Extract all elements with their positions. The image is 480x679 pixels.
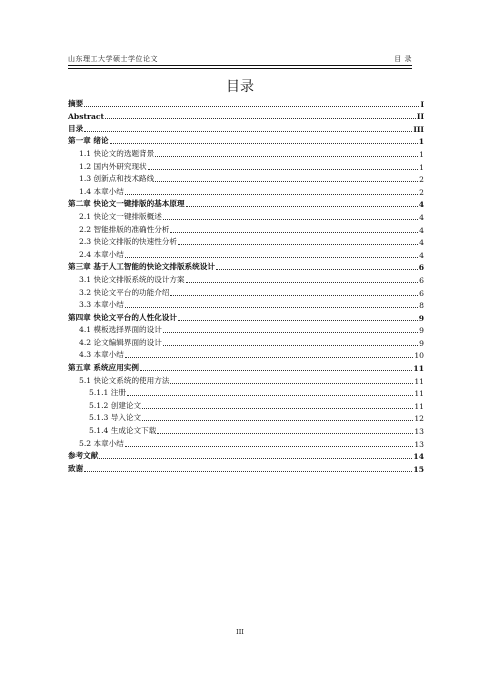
toc-dot-leader xyxy=(170,232,418,233)
header-rule-thick xyxy=(68,65,412,66)
toc-entry-label: 参考文献 xyxy=(68,451,99,461)
toc-entry-label: 4.3 本章小结 xyxy=(79,350,124,360)
toc-entry-label: 2.2 智能排版的准确性分析 xyxy=(79,224,170,234)
toc-entry-page: 1 xyxy=(419,162,424,172)
toc-entry-label: 2.3 快论文排版的快速性分析 xyxy=(79,237,178,247)
toc-entry-page: 10 xyxy=(414,351,424,361)
page-title: 目录 xyxy=(226,79,254,95)
toc-entry-page: 15 xyxy=(413,464,424,474)
toc-entry-label: 1.1 快论文的选题背景 xyxy=(79,148,155,158)
toc-entry-page: 9 xyxy=(419,338,424,348)
toc-entry-label: 第一章 绪论 xyxy=(68,136,109,146)
toc-entry[interactable] xyxy=(68,247,424,260)
toc-dot-leader xyxy=(125,257,418,258)
toc-entry[interactable] xyxy=(68,411,424,424)
toc-entry-page: 11 xyxy=(414,376,424,386)
toc-dot-leader xyxy=(163,219,418,220)
toc-entry-label: 4.2 论文编辑界面的设计 xyxy=(79,337,162,347)
toc-dot-leader xyxy=(142,420,413,421)
toc-entry[interactable] xyxy=(68,109,424,122)
toc-entry-label: 1.2 国内外研究现状 xyxy=(79,161,147,171)
toc-entry-label: 3.1 快论文排版系统的设计方案 xyxy=(79,274,185,284)
toc-entry[interactable] xyxy=(68,146,424,159)
toc-dot-leader xyxy=(170,295,418,296)
toc-entry-page: 8 xyxy=(419,301,424,311)
toc-dot-leader xyxy=(84,106,419,107)
toc-dot-leader xyxy=(170,383,413,384)
toc-entry-label: 致谢 xyxy=(68,463,84,473)
toc-entry-page: 6 xyxy=(419,275,424,285)
toc-entry-page: 12 xyxy=(414,414,424,424)
toc-entry-page: III xyxy=(413,124,424,134)
toc-dot-leader xyxy=(84,471,412,472)
toc-entry-page: I xyxy=(420,99,424,109)
toc-entry-page: 14 xyxy=(413,452,424,462)
toc-entry-label: 第三章 基于人工智能的快论文排版系统设计 xyxy=(68,262,215,272)
toc-entry-label: 目录 xyxy=(68,123,84,133)
toc-entry-page: 11 xyxy=(413,364,424,374)
toc-entry-page: II xyxy=(416,112,424,122)
toc-entry-page: 4 xyxy=(419,225,424,235)
toc-dot-leader xyxy=(157,433,413,434)
toc-entry[interactable] xyxy=(68,272,424,285)
toc-dot-leader xyxy=(178,320,418,321)
toc-entry[interactable] xyxy=(68,159,424,172)
toc-entry-label: 3.3 本章小结 xyxy=(79,300,124,310)
toc-entry[interactable] xyxy=(68,260,424,273)
toc-entry-label: 4.1 模板选择界面的设计 xyxy=(79,325,162,335)
toc-entry[interactable] xyxy=(68,172,424,185)
toc-entry[interactable] xyxy=(68,335,424,348)
toc-dot-leader xyxy=(148,169,419,170)
toc-entry-label: 1.4 本章小结 xyxy=(79,186,124,196)
toc-entry-label: 5.1.1 注册 xyxy=(89,388,126,398)
toc-entry[interactable] xyxy=(68,348,424,361)
toc-entry[interactable] xyxy=(68,134,424,147)
toc-entry[interactable] xyxy=(68,449,424,462)
toc-entry-label: 1.3 创新点和技术路线 xyxy=(79,174,155,184)
toc-entry[interactable] xyxy=(68,121,424,134)
toc-entry[interactable] xyxy=(68,373,424,386)
toc-dot-leader xyxy=(125,307,418,308)
toc-entry[interactable] xyxy=(68,209,424,222)
toc-entry-label: 5.1.4 生成论文下载 xyxy=(89,426,157,436)
toc-entry-page: 11 xyxy=(414,401,424,411)
toc-entry-page: 9 xyxy=(419,326,424,336)
toc-entry-page: 1 xyxy=(419,149,424,159)
toc-dot-leader xyxy=(127,395,413,396)
toc-dot-leader xyxy=(125,446,413,447)
toc-entry-label: 第二章 快论文一键排版的基本原理 xyxy=(68,199,185,209)
toc-entry[interactable] xyxy=(68,310,424,323)
toc-entry[interactable] xyxy=(68,298,424,311)
toc-entry[interactable] xyxy=(68,235,424,248)
toc-entry-page: 2 xyxy=(419,187,424,197)
toc-entry-page: 1 xyxy=(418,137,424,147)
toc-dot-leader xyxy=(163,332,418,333)
toc-entry-label: 2.1 快论文一键排版概述 xyxy=(79,211,162,221)
toc-entry-page: 2 xyxy=(419,175,424,185)
toc-dot-leader xyxy=(110,143,418,144)
toc-entry-page: 4 xyxy=(418,200,424,210)
toc-entry-page: 4 xyxy=(419,238,424,248)
toc-entry-page: 4 xyxy=(419,250,424,260)
toc-dot-leader xyxy=(155,181,418,182)
toc-entry-page: 11 xyxy=(414,389,424,399)
toc-entry[interactable] xyxy=(68,386,424,399)
toc-entry-page: 9 xyxy=(418,313,424,323)
toc-entry-page: 6 xyxy=(419,288,424,298)
page-number: III xyxy=(236,628,244,636)
toc-entry-page: 6 xyxy=(418,263,424,273)
toc-entry[interactable] xyxy=(68,423,424,436)
toc-entry-label: 5.1.3 导入论文 xyxy=(89,413,142,423)
running-header xyxy=(68,52,412,64)
toc-entry-label: Abstract xyxy=(68,112,105,122)
toc-dot-leader xyxy=(163,345,418,346)
toc-entry-label: 摘要 xyxy=(68,98,84,108)
toc-entry-page: 4 xyxy=(419,212,424,222)
toc-entry[interactable] xyxy=(68,285,424,298)
toc-entry-label: 5.1.2 创建论文 xyxy=(89,400,142,410)
toc-dot-leader xyxy=(155,156,418,157)
toc-entry-page: 13 xyxy=(414,439,424,449)
header-section-title: 目 录 xyxy=(394,55,412,63)
toc-entry[interactable] xyxy=(68,222,424,235)
header-rule-thin xyxy=(68,68,412,69)
toc-entry[interactable] xyxy=(68,461,424,474)
toc-entry[interactable] xyxy=(68,184,424,197)
toc-dot-leader xyxy=(105,118,416,119)
toc-entry[interactable] xyxy=(68,323,424,336)
toc-entry-label: 5.2 本章小结 xyxy=(79,438,124,448)
toc-entry-page: 13 xyxy=(414,427,424,437)
toc-entry-label: 第五章 系统应用实例 xyxy=(68,363,139,373)
toc-dot-leader xyxy=(216,269,418,270)
toc-entry-label: 3.2 快论文平台的功能介绍 xyxy=(79,287,170,297)
toc-entry-label: 第四章 快论文平台的人性化设计 xyxy=(68,312,177,322)
toc-dot-leader xyxy=(140,370,412,371)
toc-dot-leader xyxy=(178,244,418,245)
table-of-contents xyxy=(68,96,424,474)
toc-entry[interactable] xyxy=(68,197,424,210)
toc-entry-label: 5.1 快论文系统的使用方法 xyxy=(79,375,170,385)
toc-entry[interactable] xyxy=(68,360,424,373)
toc-entry-label: 2.4 本章小结 xyxy=(79,249,124,259)
toc-dot-leader xyxy=(186,206,418,207)
toc-dot-leader xyxy=(84,131,412,132)
toc-dot-leader xyxy=(186,282,419,283)
toc-dot-leader xyxy=(125,357,413,358)
toc-entry[interactable] xyxy=(68,436,424,449)
toc-dot-leader xyxy=(125,194,418,195)
toc-entry[interactable] xyxy=(68,398,424,411)
toc-dot-leader xyxy=(142,408,413,409)
toc-dot-leader xyxy=(99,458,412,459)
header-university-title: 山东理工大学硕士学位论文 xyxy=(68,55,158,63)
toc-entry[interactable] xyxy=(68,96,424,109)
